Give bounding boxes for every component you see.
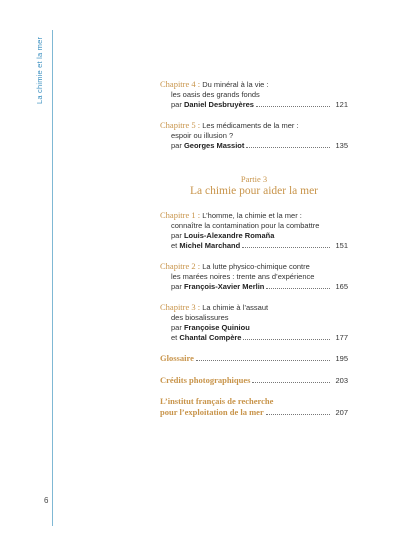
author-name: Georges Massiot bbox=[183, 141, 245, 150]
by-word: par bbox=[171, 323, 182, 332]
chapter-title: La chimie à l’assaut bbox=[202, 303, 269, 312]
dot-leader bbox=[243, 339, 330, 340]
author-name: François-Xavier Merlin bbox=[183, 282, 265, 291]
toc-entry-chapter-1[interactable] bbox=[160, 210, 348, 251]
toc-entry-chapter-2[interactable] bbox=[160, 261, 348, 292]
part-number: Partie 3 bbox=[240, 174, 268, 184]
margin-rule bbox=[52, 30, 53, 526]
and-word: et bbox=[171, 241, 178, 250]
dot-leader bbox=[252, 382, 330, 383]
page-ref: 203 bbox=[335, 375, 348, 385]
chapter-title: La lutte physico-chimique contre bbox=[202, 262, 310, 271]
chapter-title: Du minéral à la vie : bbox=[202, 80, 269, 89]
dot-leader bbox=[246, 147, 330, 148]
author-name: Michel Marchand bbox=[179, 241, 241, 250]
section-label: Crédits photographiques bbox=[160, 374, 251, 385]
part-title: La chimie pour aider la mer bbox=[189, 185, 319, 197]
page-number: 6 bbox=[44, 496, 49, 505]
chapter-subtitle: connaître la contamination pour la combattre bbox=[171, 221, 320, 230]
page-ref: 135 bbox=[335, 141, 348, 150]
section-label-line-2: pour l’exploitation de la mer bbox=[160, 406, 264, 417]
author-name: Chantal Compère bbox=[179, 333, 242, 342]
dot-leader bbox=[242, 247, 330, 248]
toc-entry-institute[interactable] bbox=[160, 396, 348, 418]
dot-leader bbox=[256, 106, 330, 107]
toc-entry-chapter-5[interactable] bbox=[160, 120, 348, 151]
toc-entry-chapter-4[interactable] bbox=[160, 79, 348, 110]
toc-entry-photo-credits[interactable] bbox=[160, 375, 348, 387]
chapter-subtitle: des biosalissures bbox=[171, 313, 229, 322]
chapter-subtitle: espoir ou illusion ? bbox=[171, 131, 234, 140]
page-ref: 195 bbox=[335, 354, 348, 363]
chapter-label: Chapitre 3 : bbox=[160, 302, 201, 312]
page-ref: 121 bbox=[335, 100, 348, 109]
by-word: par bbox=[171, 231, 182, 240]
chapter-label: Chapitre 1 : bbox=[160, 210, 201, 220]
by-word: par bbox=[171, 141, 182, 150]
chapter-title: Les médicaments de la mer : bbox=[202, 121, 299, 130]
page-ref: 165 bbox=[335, 282, 348, 291]
page-ref: 207 bbox=[335, 407, 348, 417]
author-name: Françoise Quiniou bbox=[183, 323, 250, 332]
author-name: Louis-Alexandre Romaña bbox=[183, 231, 275, 240]
chapter-label: Chapitre 4 : bbox=[160, 79, 201, 89]
page-ref: 151 bbox=[335, 241, 348, 250]
page-ref: 177 bbox=[335, 333, 348, 342]
section-label-line-1: L’institut français de recherche bbox=[160, 396, 274, 406]
by-word: par bbox=[171, 100, 182, 109]
author-name: Daniel Desbruyères bbox=[183, 100, 254, 109]
toc-entry-glossary[interactable] bbox=[160, 353, 348, 365]
dot-leader bbox=[266, 414, 330, 415]
running-title: La chimie et la mer bbox=[35, 36, 44, 104]
chapter-subtitle: les marées noires : trente ans d’expérience bbox=[171, 272, 315, 281]
by-word: par bbox=[171, 282, 182, 291]
dot-leader bbox=[196, 360, 330, 361]
and-word: et bbox=[171, 333, 178, 342]
chapter-title: L’homme, la chimie et la mer : bbox=[202, 211, 302, 220]
dot-leader bbox=[266, 288, 330, 289]
table-of-contents bbox=[160, 79, 348, 428]
chapter-label: Chapitre 5 : bbox=[160, 120, 201, 130]
part-heading bbox=[160, 174, 348, 198]
chapter-subtitle: les oasis des grands fonds bbox=[171, 90, 260, 99]
toc-entry-chapter-3[interactable] bbox=[160, 302, 348, 343]
chapter-label: Chapitre 2 : bbox=[160, 261, 201, 271]
section-label: Glossaire bbox=[160, 353, 194, 363]
